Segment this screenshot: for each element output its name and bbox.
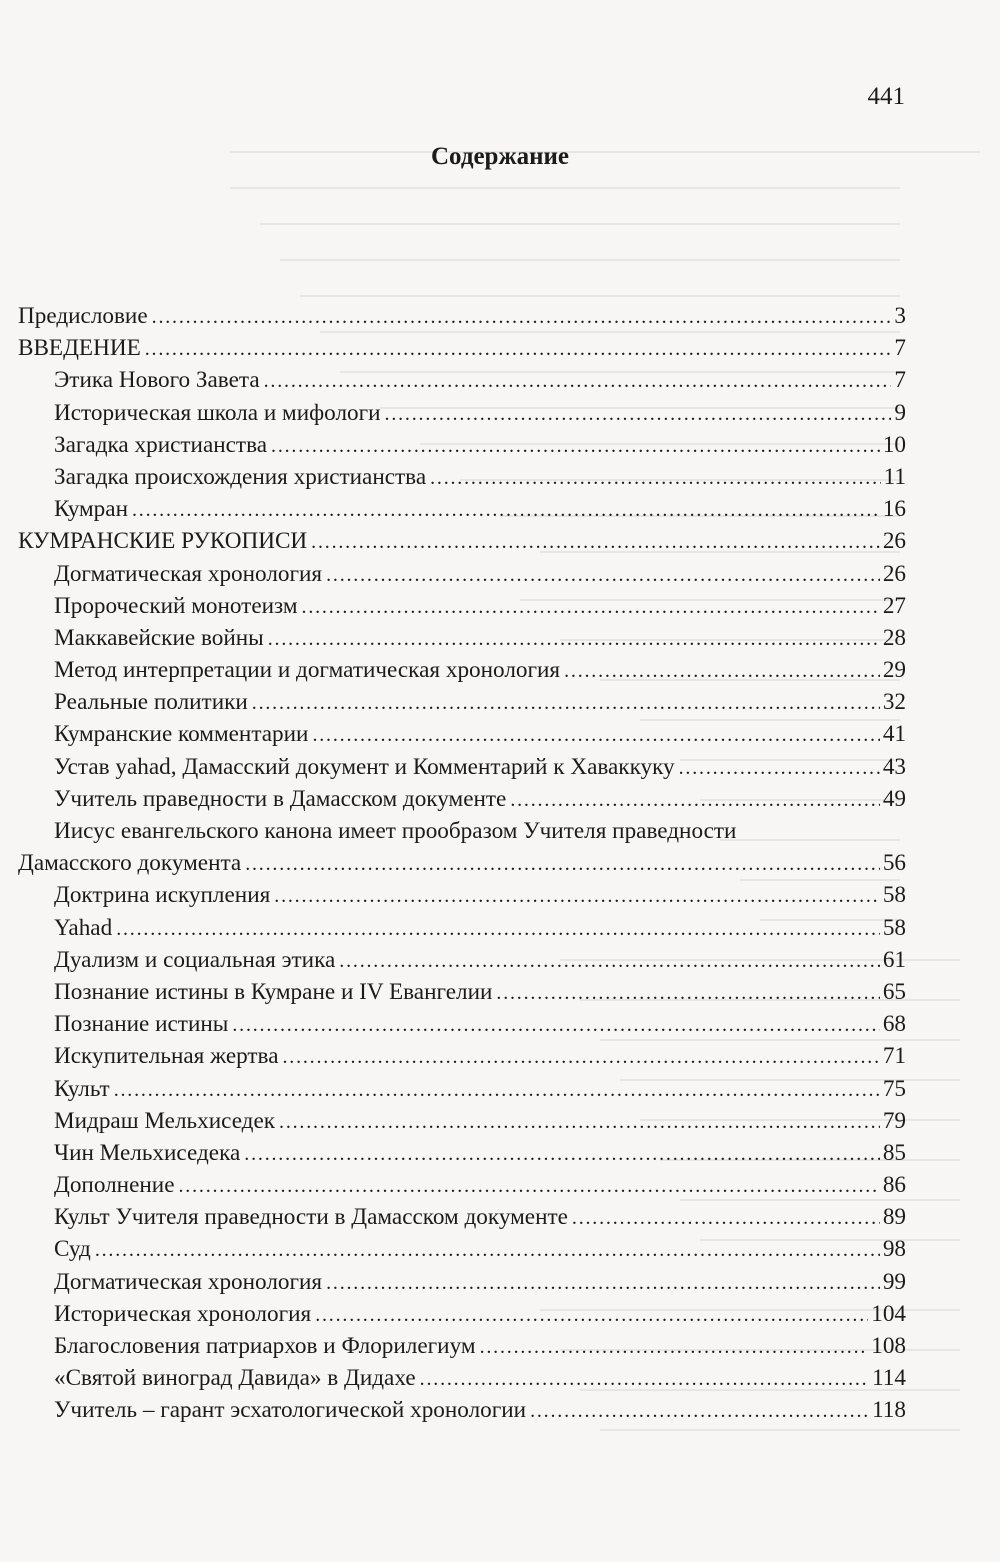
toc-entry[interactable] [18,847,906,879]
toc-entry[interactable] [18,364,906,396]
toc-entry[interactable] [18,718,906,750]
dot-leader [271,429,880,461]
toc-entry-page: 68 [882,1011,906,1038]
toc-entry-page: 58 [882,914,906,941]
toc-entry-title: Кумранские комментарии [54,721,309,748]
toc-entry[interactable] [18,332,906,364]
toc-entry-title: Реальные политики [54,689,248,716]
toc-entry-title: Суд [54,1236,91,1263]
toc-entry-title: Историческая хронология [54,1300,312,1327]
toc-entry[interactable] [18,751,906,783]
toc-entry[interactable] [18,1169,906,1201]
toc-entry[interactable] [18,1298,906,1330]
toc-entry[interactable] [18,429,906,461]
dot-leader [116,912,880,944]
toc-entry-page: 41 [882,721,906,748]
toc-entry-page: 98 [882,1236,906,1263]
toc-entry-page: 114 [872,1365,906,1392]
toc-entry-page: 89 [882,1204,906,1231]
dot-leader [245,847,880,879]
toc-entry-title: Чин Мельхиседека [54,1139,241,1166]
toc-entry[interactable] [18,1073,906,1105]
dot-leader [311,525,880,557]
dot-leader [152,300,892,332]
dot-leader [679,751,880,783]
toc-entry-page: 9 [894,399,906,426]
dot-leader [315,1298,868,1330]
toc-entry-page: 43 [882,753,906,780]
toc-entry-title: Познание истины [54,1011,229,1038]
toc-entry-title: Пророческий монотеизм [54,592,298,619]
toc-entry[interactable] [18,654,906,686]
dot-leader [430,461,881,493]
dot-leader [510,783,879,815]
toc-entry-title: Маккавейские войны [54,624,264,651]
toc-entry-page: 49 [882,785,906,812]
toc-entry-page: 71 [882,1043,906,1070]
toc-entry-title: Дополнение [54,1172,175,1199]
toc-entry-title: Учитель – гарант эсхатологической хронологии [54,1397,527,1424]
toc-entry[interactable] [18,525,906,557]
toc-entry-title: Иисус евангельского канона имеет прообразом Учителя праведности [54,818,737,844]
dot-leader [530,1394,869,1426]
toc-entry-title: Дуализм и социальная этика [54,946,336,973]
dot-leader [244,1137,880,1169]
toc-entry-title: Этика Нового Завета [54,367,260,394]
dot-leader [232,1008,879,1040]
dot-leader [326,558,880,590]
dot-leader [312,718,879,750]
toc-entry-title: Историческая школа и мифологи [54,399,381,426]
toc-entry-page: 11 [883,463,906,490]
toc-entry-page: 86 [882,1172,906,1199]
dot-leader [496,976,879,1008]
toc-entry-title: Догматическая хронология [54,1268,323,1295]
toc-entry[interactable] [18,558,906,590]
toc-entry[interactable] [18,944,906,976]
toc-entry-title: Кумран [54,496,128,523]
dot-leader [132,493,880,525]
dot-leader [95,1233,880,1265]
toc-entry-page: 7 [894,335,906,362]
toc-entry-page: 16 [882,496,906,523]
dot-leader [480,1330,869,1362]
toc-entry-page: 108 [871,1333,906,1359]
toc-entry[interactable] [18,622,906,654]
toc-entry-title: Догматическая хронология [54,560,323,587]
toc-entry[interactable] [18,1008,906,1040]
dot-leader [572,1201,880,1233]
toc-entry-title: Yahad [54,914,113,941]
toc-entry-page: 79 [882,1107,906,1134]
toc-entry-title: Культ Учителя праведности в Дамасском документе [54,1204,568,1231]
dot-leader [302,590,880,622]
toc-entry-title: КУМРАНСКИЕ РУКОПИСИ [18,528,308,555]
toc-entry[interactable] [18,397,906,429]
page-number: 441 [867,83,905,110]
toc-entry[interactable] [18,493,906,525]
toc-entry-title: Искупительная жертва [54,1043,279,1070]
dot-leader [385,397,892,429]
toc-entry[interactable] [18,815,906,847]
toc-entry-page: 28 [882,624,906,651]
toc-entry-page: 27 [882,592,906,619]
dot-leader [339,944,880,976]
dot-leader [274,879,880,911]
toc-entry[interactable] [18,590,906,622]
toc-entry[interactable] [18,686,906,718]
toc-entry-title: Познание истины в Кумране и IV Евангелии [54,978,493,1005]
dot-leader [420,1362,869,1394]
dot-leader [252,686,880,718]
toc-entry-title: Доктрина искупления [54,882,271,909]
dot-leader [326,1266,880,1298]
toc-entry-page: 104 [871,1300,906,1327]
toc-entry[interactable] [18,912,906,944]
dot-leader [264,364,892,396]
toc-entry-page: 32 [882,689,906,716]
toc-entry[interactable] [18,879,906,911]
table-of-contents [18,300,906,1427]
toc-entry-page: 7 [894,367,906,394]
toc-entry[interactable] [18,1105,906,1137]
toc-entry[interactable] [18,1394,906,1426]
toc-entry-page: 85 [882,1139,906,1166]
toc-entry[interactable] [18,1266,906,1298]
toc-entry[interactable] [18,300,906,332]
toc-entry[interactable] [18,976,906,1008]
toc-entry-page: 29 [882,657,906,684]
toc-entry[interactable] [18,1137,906,1169]
dot-leader [279,1105,880,1137]
toc-entry-title: Метод интерпретации и догматическая хронология [54,657,561,684]
dot-leader [179,1169,880,1201]
page-title: Содержание [430,143,569,170]
toc-entry-page: 58 [882,882,906,909]
toc-entry-title: Загадка христианства [54,431,268,458]
toc-entry-page: 26 [882,560,906,587]
dot-leader [145,332,892,364]
dot-leader [564,654,880,686]
toc-entry[interactable] [18,1362,906,1394]
toc-entry-page: 65 [882,978,906,1005]
toc-entry-page: 26 [882,528,906,555]
toc-entry-title: Мидраш Мельхиседек [54,1107,276,1134]
toc-entry-title: Благословения патриархов и Флорилегиум [54,1333,476,1359]
toc-entry-title: «Святой виноград Давида» в Дидахе [54,1365,416,1392]
toc-entry[interactable] [18,1233,906,1265]
dot-leader [268,622,880,654]
toc-entry[interactable] [18,1040,906,1072]
toc-entry[interactable] [18,783,906,815]
dot-leader [114,1073,880,1105]
toc-entry-title: Учитель праведности в Дамасском документе [54,785,507,812]
toc-entry-title: Дамасского документа [18,850,242,877]
toc-entry-page: 99 [882,1268,906,1295]
dot-leader [282,1040,879,1072]
toc-entry[interactable] [18,1330,906,1362]
toc-entry-page: 10 [882,431,906,458]
toc-entry-page: 3 [894,303,906,329]
toc-entry-title: Предисловие [18,303,148,329]
toc-entry-title: Загадка происхождения христианства [54,463,427,490]
toc-entry-page: 61 [882,946,906,973]
toc-entry-title: ВВЕДЕНИЕ [18,335,141,362]
toc-entry-page: 118 [872,1397,906,1424]
toc-entry-title: Культ [54,1075,110,1102]
toc-entry-page: 56 [882,850,906,877]
toc-entry[interactable] [18,1201,906,1233]
toc-entry-page: 75 [882,1075,906,1102]
toc-entry[interactable] [18,461,906,493]
toc-entry-title: Устав yahad, Дамасский документ и Комментарий к Хаваккуку [54,753,675,780]
